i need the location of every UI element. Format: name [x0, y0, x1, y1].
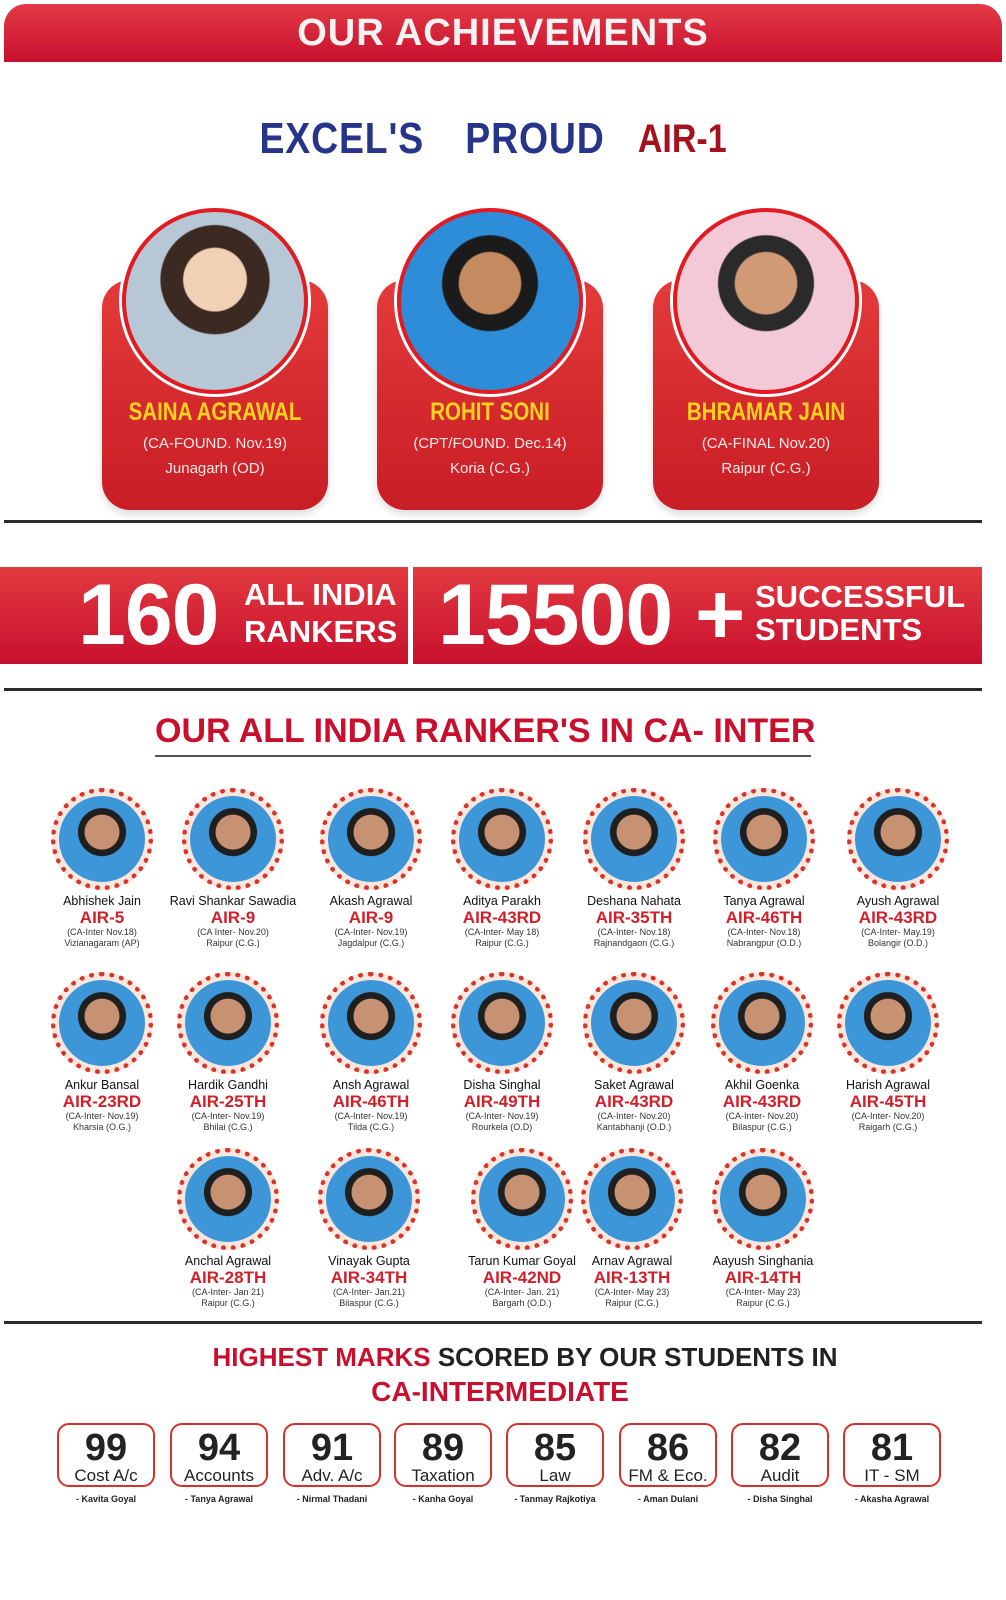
- ranker-name: Anchal Agrawal: [184, 1254, 272, 1268]
- ranker-photo-frame: [177, 972, 279, 1074]
- ranker-photo: [591, 980, 677, 1066]
- ranker-photo: [719, 980, 805, 1066]
- air1-student-exam: (CA-FOUND. Nov.19): [143, 435, 287, 452]
- ranker-air: AIR-25TH: [189, 1092, 267, 1111]
- ranker-card: [568, 972, 700, 1133]
- students-label-1: SUCCESSFUL: [755, 579, 966, 614]
- ranker-name: Aayush Singhania: [712, 1254, 814, 1268]
- ranker-place: Raipur (C.G.): [206, 938, 260, 948]
- ranker-exam: (CA-Inter- Nov.20): [597, 1111, 671, 1121]
- ranker-air: AIR-5: [79, 908, 125, 927]
- ranker-photo: [326, 1156, 412, 1242]
- ranker-photo: [185, 980, 271, 1066]
- ranker-photo-frame: [51, 788, 153, 890]
- ranker-air: AIR-9: [348, 908, 394, 927]
- ranker-name: Ankur Bansal: [64, 1078, 140, 1092]
- mark-box: [619, 1423, 717, 1487]
- mark-box: [394, 1423, 492, 1487]
- ranker-name: Tarun Kumar Goyal: [468, 1254, 576, 1268]
- ranker-photo: [328, 980, 414, 1066]
- ranker-photo-frame: [711, 972, 813, 1074]
- ranker-photo-frame: [318, 1148, 420, 1250]
- ranker-card: [36, 972, 168, 1133]
- ranker-name: Akhil Goenka: [724, 1078, 800, 1092]
- ranker-photo-frame: [471, 1148, 573, 1250]
- ranker-photo: [59, 980, 145, 1066]
- mark-student: - Akasha Agrawal: [854, 1494, 930, 1504]
- ranker-photo: [185, 1156, 271, 1242]
- inter-rankers-title: OUR ALL INDIA RANKER'S IN CA- INTER: [155, 712, 811, 757]
- ranker-air: AIR-35TH: [595, 908, 673, 927]
- mark-box: [506, 1423, 604, 1487]
- ranker-air: AIR-46TH: [332, 1092, 410, 1111]
- ranker-place: Raigarh (C.G.): [858, 1122, 918, 1132]
- ranker-photo: [855, 796, 941, 882]
- ranker-photo: [589, 1156, 675, 1242]
- ranker-air: AIR-49TH: [463, 1092, 541, 1111]
- ranker-photo: [459, 980, 545, 1066]
- ranker-exam: (CA Inter- Nov.20): [197, 927, 269, 937]
- ranker-name: Vinayak Gupta: [328, 1254, 410, 1268]
- ranker-place: Vizianagaram (AP): [64, 938, 140, 948]
- highest-marks-title: [150, 1342, 900, 1373]
- air1-student-exam: (CPT/FOUND. Dec.14): [413, 435, 567, 452]
- mark-score: 99: [84, 1427, 128, 1469]
- ranker-place: Raipur (C.G.): [475, 938, 529, 948]
- ranker-air: AIR-23RD: [62, 1092, 142, 1111]
- ranker-name: Ansh Agrawal: [332, 1078, 410, 1092]
- mark-score: 91: [310, 1427, 354, 1469]
- air1-student-place: Raipur (C.G.): [721, 460, 811, 477]
- ranker-place: Nabrangpur (O.D.): [726, 938, 802, 948]
- ranker-photo-frame: [451, 788, 553, 890]
- ranker-photo: [59, 796, 145, 882]
- mark-student: - Aman Dulani: [637, 1494, 699, 1504]
- proud-word: PROUD: [464, 114, 605, 163]
- ranker-photo: [459, 796, 545, 882]
- mark-box: [283, 1423, 381, 1487]
- ranker-card: [162, 1148, 294, 1309]
- ranker-card: [305, 788, 437, 949]
- ranker-exam: (CA-Inter- Jan.21): [332, 1287, 406, 1297]
- excel-word: EXCEL'S: [259, 114, 425, 163]
- ranker-air: AIR-42ND: [482, 1268, 562, 1287]
- ranker-exam: (CA-Inter- Nov.19): [465, 1111, 539, 1121]
- ranker-card: [696, 972, 828, 1133]
- highest-marks-red: HIGHEST MARKS: [212, 1342, 431, 1372]
- mark-score: 85: [533, 1427, 577, 1469]
- mark-score: 81: [870, 1427, 914, 1469]
- ranker-photo-frame: [583, 788, 685, 890]
- ranker-place: Raipur (C.G.): [201, 1298, 255, 1308]
- ranker-place: Kantabhanji (O.D.): [596, 1122, 672, 1132]
- ranker-photo-frame: [177, 1148, 279, 1250]
- ranker-place: Bhilai (C.G.): [203, 1122, 253, 1132]
- divider: [4, 688, 982, 691]
- air1-student-name: ROHIT SONI: [430, 398, 550, 426]
- ranker-photo-frame: [320, 788, 422, 890]
- ranker-exam: (CA-Inter- Nov.18): [727, 927, 801, 937]
- mark-box: [170, 1423, 268, 1487]
- ranker-place: Raipur (C.G.): [736, 1298, 790, 1308]
- rankers-label-2: RANKERS: [244, 614, 398, 649]
- air1-student-exam: (CA-FINAL Nov.20): [701, 435, 831, 452]
- mark-student: - Kanha Goyal: [412, 1494, 474, 1504]
- air1-photo-3: [673, 208, 859, 394]
- divider: [4, 1321, 982, 1324]
- ranker-card: [436, 972, 568, 1133]
- air1-student-place: Junagarh (OD): [165, 460, 265, 477]
- ranker-photo: [591, 796, 677, 882]
- ranker-card: [36, 788, 168, 949]
- air1-student-name: SAINA AGRAWAL: [128, 398, 302, 426]
- ranker-photo-frame: [451, 972, 553, 1074]
- ranker-name: Ravi Shankar Sawadia: [169, 894, 297, 908]
- ranker-exam: (CA-Inter- Nov.18): [597, 927, 671, 937]
- ranker-air: AIR-34TH: [330, 1268, 408, 1287]
- ranker-photo-frame: [837, 972, 939, 1074]
- achievements-banner: [4, 4, 1002, 62]
- ranker-photo-frame: [320, 972, 422, 1074]
- ranker-photo: [845, 980, 931, 1066]
- ranker-card: [822, 972, 954, 1133]
- mark-subject: Law: [539, 1466, 571, 1485]
- mark-student: - Tanmay Rajkotiya: [514, 1494, 596, 1504]
- ranker-place: Bargarh (O.D.): [492, 1298, 552, 1308]
- ranker-name: Harish Agrawal: [845, 1078, 931, 1092]
- air1-student-place: Koria (C.G.): [449, 460, 530, 477]
- ranker-name: Ayush Agrawal: [856, 894, 940, 908]
- ranker-exam: (CA-Inter- Nov.20): [851, 1111, 925, 1121]
- ranker-card: [566, 1148, 698, 1309]
- ranker-air: AIR-43RD: [722, 1092, 802, 1111]
- ranker-air: AIR-13TH: [593, 1268, 671, 1287]
- ranker-photo: [721, 796, 807, 882]
- ranker-photo: [720, 1156, 806, 1242]
- ranker-name: Tanya Agrawal: [723, 894, 805, 908]
- mark-score: 94: [197, 1427, 241, 1469]
- mark-student: - Tanya Agrawal: [184, 1494, 254, 1504]
- ranker-exam: (CA-Inter- May.19): [861, 927, 935, 937]
- rankers-count: 160: [78, 567, 219, 663]
- divider: [4, 520, 982, 523]
- ranker-place: Bilaspur (C.G.): [339, 1298, 399, 1308]
- ranker-place: Rajnandgaon (C.G.): [593, 938, 675, 948]
- ranker-name: Abhishek Jain: [63, 894, 141, 908]
- ca-intermediate-title: CA-INTERMEDIATE: [371, 1376, 629, 1407]
- mark-score: 89: [421, 1427, 465, 1469]
- ranker-name: Aditya Parakh: [463, 894, 541, 908]
- ranker-photo-frame: [713, 788, 815, 890]
- ranker-place: Bolangir (O.D.): [867, 938, 929, 948]
- air1-photo-2: [397, 208, 583, 394]
- ranker-name: Disha Singhal: [463, 1078, 541, 1092]
- ranker-card: [568, 788, 700, 949]
- ranker-photo: [479, 1156, 565, 1242]
- mark-box: [57, 1423, 155, 1487]
- air1-word: AIR-1: [638, 116, 728, 161]
- ranker-name: Arnav Agrawal: [591, 1254, 673, 1268]
- ranker-exam: (CA-Inter- Nov.19): [191, 1111, 265, 1121]
- ranker-card: [162, 972, 294, 1133]
- ranker-photo: [328, 796, 414, 882]
- ranker-air: AIR-45TH: [849, 1092, 927, 1111]
- proud-air1-heading: [230, 110, 750, 168]
- ranker-name: Saket Agrawal: [594, 1078, 674, 1092]
- ranker-exam: (CA-Inter- May 23): [594, 1287, 670, 1297]
- mark-subject: FM & Eco.: [628, 1466, 708, 1485]
- ranker-place: Jagdalpur (C.G.): [337, 938, 405, 948]
- mark-subject: Cost A/c: [74, 1466, 138, 1485]
- ranker-name: Deshana Nahata: [587, 894, 681, 908]
- mark-box: [843, 1423, 941, 1487]
- stats-divider: [408, 567, 413, 664]
- ranker-photo-frame: [847, 788, 949, 890]
- ranker-air: AIR-46TH: [725, 908, 803, 927]
- ranker-exam: (CA-Inter- Nov.19): [334, 1111, 408, 1121]
- mark-student: - Kavita Goyal: [75, 1494, 137, 1504]
- ranker-place: Kharsia (O.G.): [72, 1122, 131, 1132]
- mark-student: - Disha Singhal: [747, 1494, 813, 1504]
- ranker-air: AIR-14TH: [724, 1268, 802, 1287]
- students-count: 15500 +: [438, 567, 745, 663]
- ranker-place: Raipur (C.G.): [605, 1298, 659, 1308]
- mark-subject: Adv. A/c: [301, 1466, 363, 1485]
- highest-marks-rest: SCORED BY OUR STUDENTS IN: [430, 1342, 838, 1372]
- ranker-photo-frame: [581, 1148, 683, 1250]
- ranker-photo-frame: [583, 972, 685, 1074]
- ranker-exam: (CA-Inter- Nov.20): [725, 1111, 799, 1121]
- mark-subject: IT - SM: [864, 1466, 920, 1485]
- ranker-exam: (CA-Inter- Nov.19): [65, 1111, 139, 1121]
- ranker-air: AIR-9: [210, 908, 256, 927]
- ranker-card: [698, 788, 830, 949]
- ranker-card: [167, 788, 299, 949]
- ranker-photo: [190, 796, 276, 882]
- ranker-photo-frame: [51, 972, 153, 1074]
- ranker-card: [436, 788, 568, 949]
- ranker-air: AIR-43RD: [858, 908, 938, 927]
- ranker-place: Tilda (C.G.): [347, 1122, 395, 1132]
- mark-score: 86: [646, 1427, 690, 1469]
- mark-box: [731, 1423, 829, 1487]
- ranker-exam: (CA-Inter- Jan 21): [191, 1287, 265, 1297]
- ranker-air: AIR-43RD: [462, 908, 542, 927]
- rankers-label-1: ALL INDIA: [244, 577, 397, 612]
- ranker-exam: (CA-Inter Nov.18): [67, 927, 137, 937]
- ranker-exam: (CA-Inter- Jan. 21): [484, 1287, 560, 1297]
- ranker-exam: (CA-Inter- May 23): [725, 1287, 801, 1297]
- ranker-place: Bilaspur (C.G.): [732, 1122, 792, 1132]
- ranker-card: [697, 1148, 829, 1309]
- ranker-exam: (CA-Inter- Nov.19): [334, 927, 408, 937]
- ranker-air: AIR-43RD: [594, 1092, 674, 1111]
- mark-subject: Accounts: [184, 1466, 254, 1485]
- ranker-air: AIR-28TH: [189, 1268, 267, 1287]
- ranker-name: Akash Agrawal: [329, 894, 413, 908]
- students-label-2: STUDENTS: [755, 612, 923, 647]
- ranker-name: Hardik Gandhi: [188, 1078, 268, 1092]
- ranker-card: [303, 1148, 435, 1309]
- mark-subject: Taxation: [411, 1466, 475, 1485]
- ranker-photo-frame: [182, 788, 284, 890]
- ranker-place: Rourkela (O.D): [471, 1122, 533, 1132]
- mark-student: - Nirmal Thadani: [296, 1494, 368, 1504]
- mark-score: 82: [758, 1427, 802, 1469]
- air1-student-name: BHRAMAR JAIN: [686, 398, 846, 426]
- mark-subject: Audit: [760, 1466, 800, 1485]
- ranker-card: [305, 972, 437, 1133]
- ranker-photo-frame: [712, 1148, 814, 1250]
- achievements-title: OUR ACHIEVEMENTS: [297, 11, 709, 54]
- air1-photo-1: [122, 208, 308, 394]
- ranker-exam: (CA-Inter- May 18): [464, 927, 540, 937]
- ranker-card: [832, 788, 964, 949]
